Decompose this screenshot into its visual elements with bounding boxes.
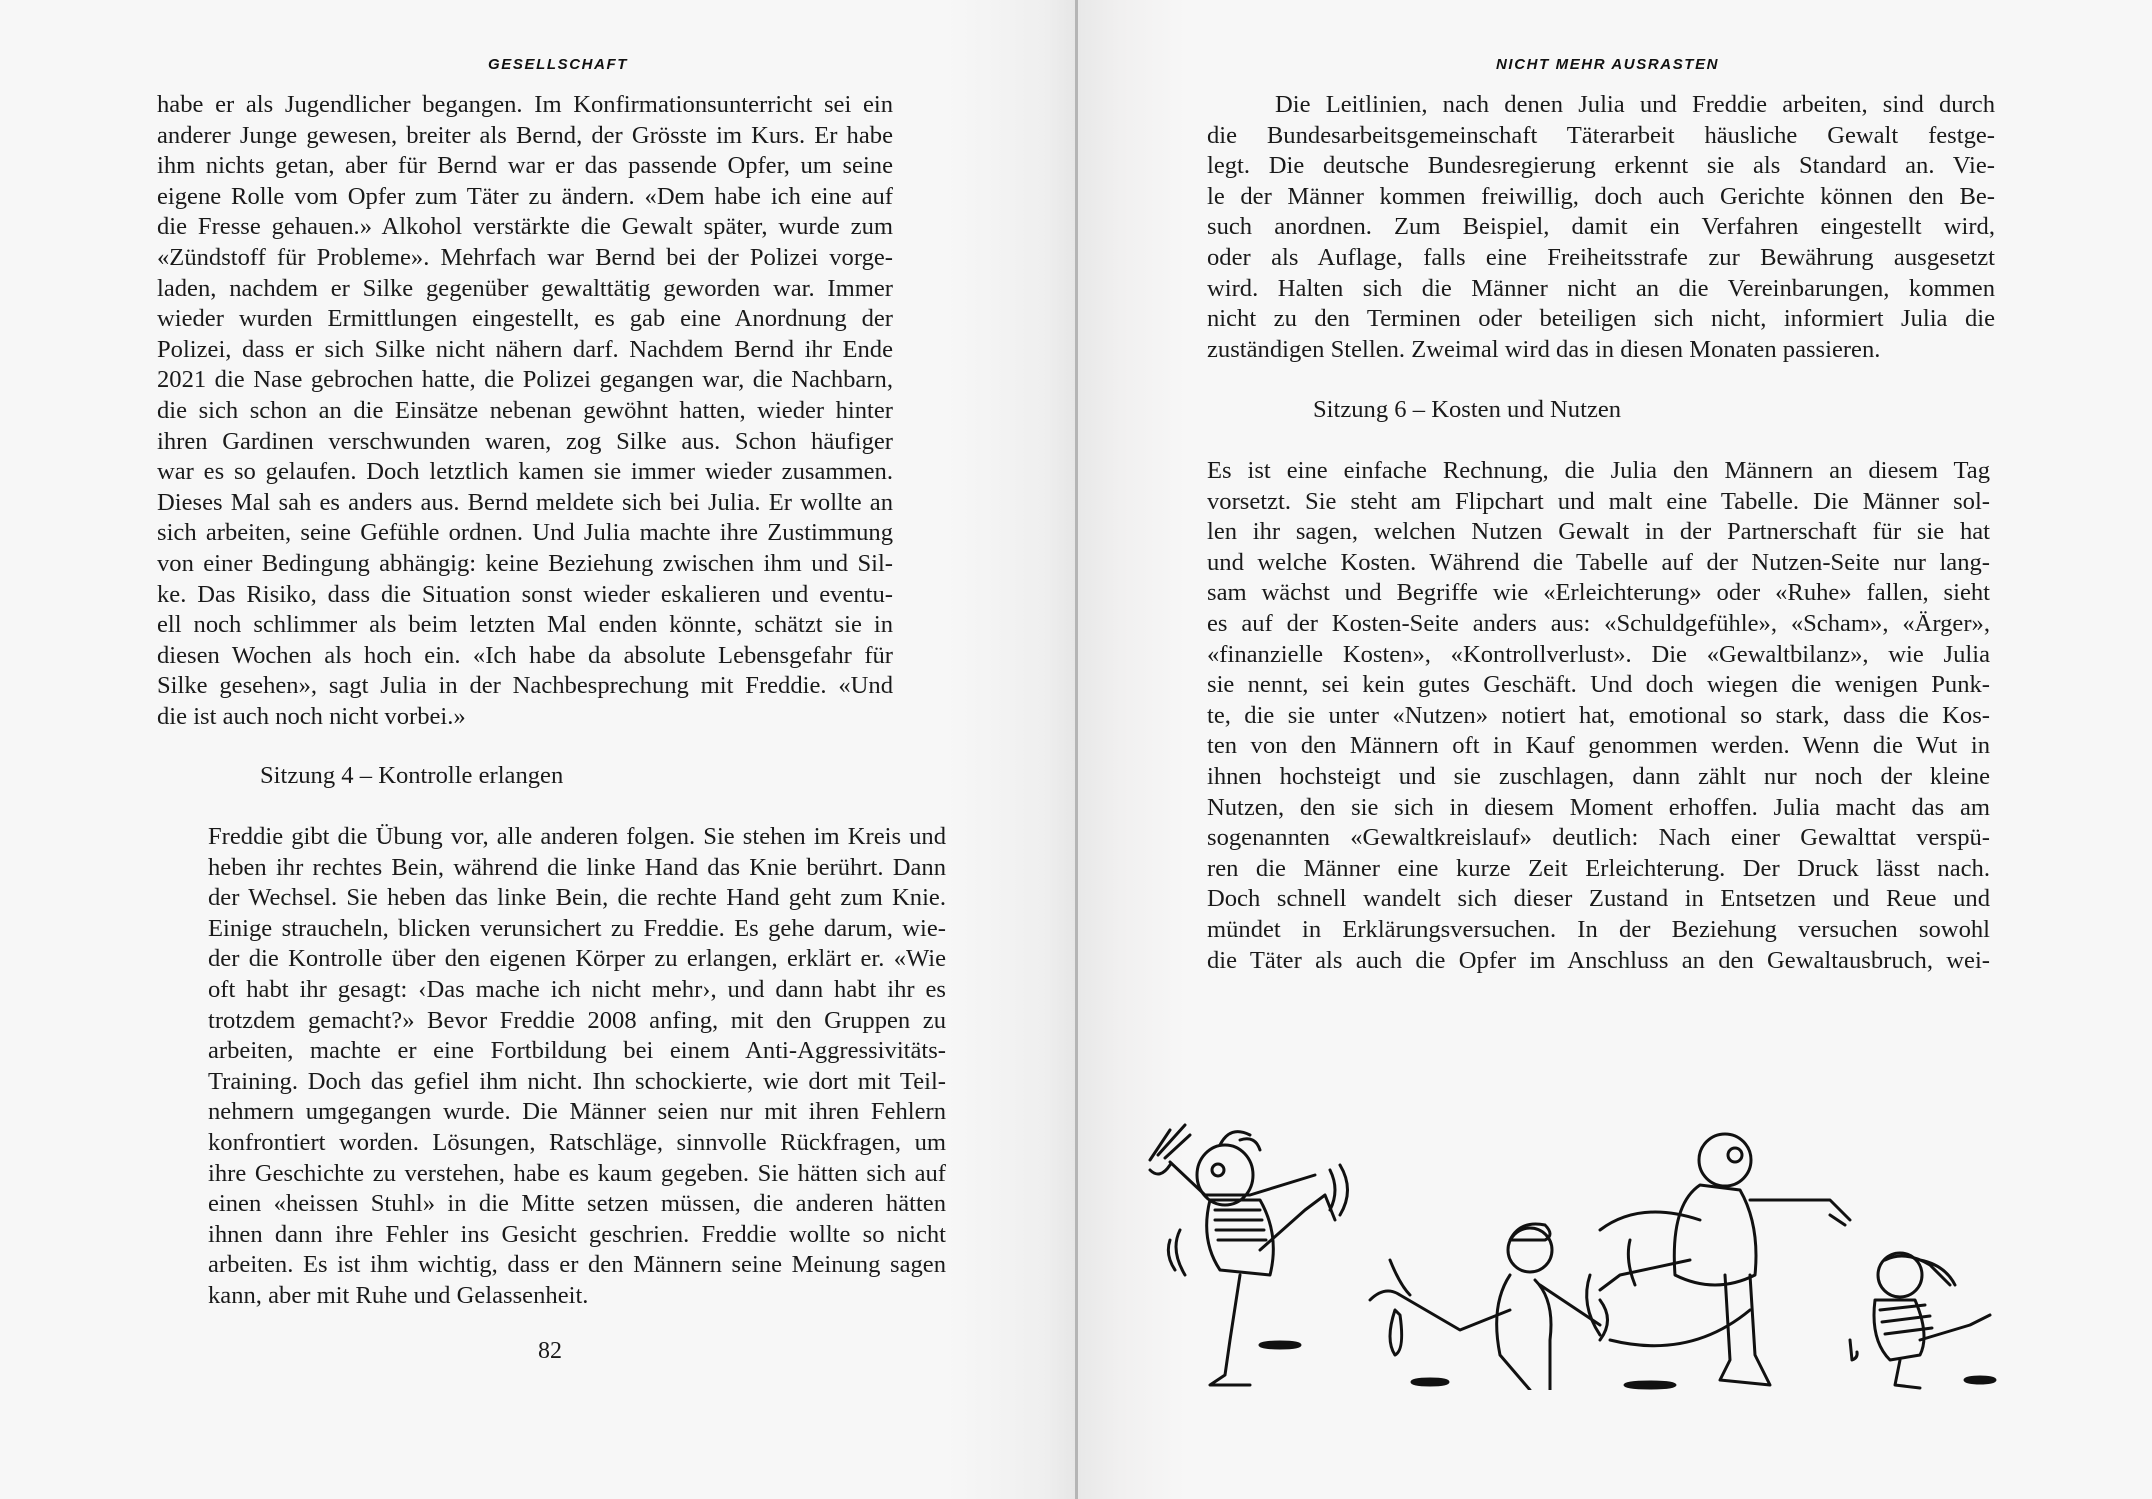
left-section-text: [208, 822, 946, 1312]
text-line: 2021 die Nase gebrochen hatte, die Polizei gegangen war, die Nachbarn,: [157, 366, 893, 394]
text-line: laden, nachdem er Silke gegenüber gewalttätig geworden war. Immer: [157, 274, 893, 302]
text-line: ren die Männer eine kurze Zeit Erleichterung. Der Druck lässt nach.: [1207, 854, 1990, 882]
text-line: arbeiten. Es ist ihm wichtig, dass er den Männern seine Meinung sagen: [208, 1251, 946, 1279]
text-line: Dieses Mal sah es anders aus. Bernd meldete sich bei Julia. Er wollte an: [157, 488, 893, 516]
text-line: vorsetzt. Sie steht am Flipchart und malt eine Tabelle. Die Männer sol-: [1207, 487, 1990, 515]
text-line: kann, aber mit Ruhe und Gelassenheit.: [208, 1281, 589, 1309]
text-line: «finanzielle Kosten», «Kontrollverlust». Die «Gewaltbilanz», wie Julia: [1207, 640, 1990, 668]
text-line: es auf der Kosten-Seite anders aus: «Schuldgefühle», «Scham», «Ärger»,: [1207, 609, 1990, 637]
text-line: ihren Gardinen verschwunden waren, zog Silke aus. Schon häufiger: [157, 427, 893, 455]
text-line: oft habt ihr gesagt: ‹Das mache ich nicht mehr›, und dann habt ihr es: [208, 975, 946, 1003]
text-line: Freddie gibt die Übung vor, alle anderen folgen. Sie stehen im Kreis und: [208, 823, 946, 850]
figure-1: [1150, 1125, 1348, 1385]
text-line: len ihr sagen, welchen Nutzen Gewalt in der Partnerschaft für sie hat: [1207, 518, 1990, 546]
text-line: habe er als Jugendlicher begangen. Im Konfirmationsunterricht sei ein: [157, 91, 893, 118]
text-line: diesen Wochen als hoch ein. «Ich habe da absolute Lebensgefahr für: [157, 641, 893, 669]
text-line: ihnen hochsteigt und sie zuschlagen, dann zählt nur noch der kleine: [1207, 762, 1990, 790]
running-head-left: GESELLSCHAFT: [488, 56, 629, 73]
text-line: Training. Doch das gefiel ihm nicht. Ihn schockierte, wie dort mit Teil-: [208, 1067, 946, 1095]
text-line: ten von den Männern oft in Kauf genommen werden. Wenn die Wut in: [1207, 732, 1990, 760]
left-body-text: [157, 90, 893, 732]
running-head-right: NICHT MEHR AUSRASTEN: [1496, 56, 1720, 73]
text-line: der die Kontrolle über den eigenen Körper zu erlangen, erklärt er. «Wie: [208, 945, 946, 973]
text-line: Polizei, dass er sich Silke nicht nähern darf. Nachdem Bernd ihr Ende: [157, 335, 893, 363]
page-number: 82: [538, 1338, 562, 1364]
text-line: ihm nichts getan, aber für Bernd war er das passende Opfer, um seine: [157, 152, 893, 180]
text-line: anderer Junge gewesen, breiter als Bernd, der Grösste im Kurs. Er habe: [157, 121, 893, 149]
text-line: heben ihr rechtes Bein, während die linke Hand das Knie berührt. Dann: [208, 853, 946, 881]
text-line: mündet in Erklärungsversuchen. In der Beziehung versuchen sowohl: [1207, 915, 1990, 943]
text-line: Doch schnell wandelt sich dieser Zustand in Entsetzen und Reue und: [1207, 885, 1990, 913]
text-line: legt. Die deutsche Bundesregierung erkennt sie als Standard an. Vie-: [1207, 152, 1995, 180]
right-intro-text: [1207, 90, 1995, 365]
figure-2: [1370, 1224, 1608, 1390]
figure-4: [1850, 1253, 1995, 1388]
text-line: ke. Das Risiko, dass die Situation sonst wieder eskalieren und eventu-: [157, 580, 893, 608]
text-line: le der Männer kommen freiwillig, doch auch Gerichte können den Be-: [1207, 182, 1995, 210]
text-line: eigene Rolle vom Opfer zum Täter zu ändern. «Dem habe ich eine auf: [157, 182, 893, 210]
text-line: ihre Geschichte zu verstehen, habe es kaum gegeben. Sie hätten sich auf: [208, 1159, 946, 1187]
text-line: «Zündstoff für Probleme». Mehrfach war Bernd bei der Polizei vorge-: [157, 243, 893, 271]
text-line: sam wächst und Begriffe wie «Erleichterung» oder «Ruhe» fallen, sieht: [1207, 579, 1990, 607]
section-heading-sitzung-4: Sitzung 4 – Kontrolle erlangen: [260, 762, 564, 789]
text-line: der Wechsel. Sie heben das linke Bein, die rechte Hand geht zum Knie.: [208, 884, 946, 912]
text-line: wieder wurden Ermittlungen eingestellt, es gab eine Anordnung der: [157, 305, 893, 333]
text-line: einen «heissen Stuhl» in die Mitte setzen müssen, die anderen hätten: [208, 1190, 946, 1218]
text-line: sogenannten «Gewaltkreislauf» deutlich: Nach einer Gewalttat verspü-: [1207, 824, 1990, 852]
text-line: die Fresse gehauen.» Alkohol verstärkte die Gewalt später, wurde zum: [157, 213, 893, 241]
text-line: sie nennt, sei kein gutes Geschäft. Und doch wiegen die wenigen Punk-: [1207, 671, 1990, 699]
text-line: such anordnen. Zum Beispiel, damit ein Verfahren eingestellt wird,: [1207, 213, 1995, 241]
figure-3: [1587, 1134, 1850, 1388]
text-line: die Täter als auch die Opfer im Anschluss an den Gewaltausbruch, wei-: [1207, 946, 1990, 974]
text-line: die Bundesarbeitsgemeinschaft Täterarbeit häusliche Gewalt festge-: [1207, 121, 1995, 149]
right-section-text: [1207, 456, 1990, 976]
text-line: ell noch schlimmer als beim letzten Mal enden könnte, schätzt sie in: [157, 611, 893, 639]
text-line: te, die sie unter «Nutzen» notiert hat, emotional so stark, dass die Kos-: [1207, 701, 1990, 729]
text-line: zuständigen Stellen. Zweimal wird das in diesen Monaten passieren.: [1207, 335, 1881, 363]
text-line: von einer Bedingung abhängig: keine Beziehung zwischen ihm und Sil-: [157, 549, 893, 577]
text-line: sich arbeiten, seine Gefühle ordnen. Und Julia machte ihre Zustimmung: [157, 519, 893, 547]
text-line: die ist auch noch nicht vorbei.»: [157, 702, 466, 730]
text-line: und welche Kosten. Während die Tabelle auf der Nutzen-Seite nur lang-: [1207, 548, 1990, 576]
text-line: oder als Auflage, falls eine Freiheitsstrafe zur Bewährung ausgesetzt: [1207, 243, 1995, 271]
text-line: ihnen dann ihre Fehler ins Gesicht geschrien. Freddie wollte so nicht: [208, 1220, 946, 1248]
text-line: trotzdem gemacht?» Bevor Freddie 2008 anfing, mit den Gruppen zu: [208, 1006, 946, 1034]
text-line: Einige straucheln, blicken verunsichert zu Freddie. Es gehe darum, wie-: [208, 914, 946, 942]
text-line: nehmern umgegangen wurde. Die Männer seien nur mit ihren Fehlern: [208, 1098, 946, 1126]
text-line: war es so gelaufen. Doch letztlich kamen sie immer wieder zusammen.: [157, 458, 893, 486]
text-line: nicht zu den Terminen oder beteiligen sich nicht, informiert Julia die: [1207, 305, 1995, 333]
text-line: konfrontiert worden. Lösungen, Ratschläge, sinnvolle Rückfragen, um: [208, 1128, 946, 1156]
text-line: wird. Halten sich die Männer nicht an die Vereinbarungen, kommen: [1207, 274, 1995, 302]
text-line: Es ist eine einfache Rechnung, die Julia den Männern an diesem Tag: [1207, 457, 1990, 484]
text-line: Nutzen, den sie sich in diesem Moment erhoffen. Julia macht das am: [1207, 793, 1990, 821]
text-line: arbeiten, machte er eine Fortbildung bei einem Anti-Aggressivitäts-: [208, 1037, 946, 1065]
text-line: Silke gesehen», sagt Julia in der Nachbesprechung mit Freddie. «Und: [157, 672, 893, 700]
illustration-balance-exercise-icon: [1130, 1100, 2000, 1390]
text-line: Die Leitlinien, nach denen Julia und Freddie arbeiten, sind durch: [1275, 91, 1995, 118]
text-line: die sich schon an die Einsätze nebenan gewöhnt hatten, wieder hinter: [157, 396, 893, 424]
section-heading-sitzung-6: Sitzung 6 – Kosten und Nutzen: [1313, 396, 1622, 423]
